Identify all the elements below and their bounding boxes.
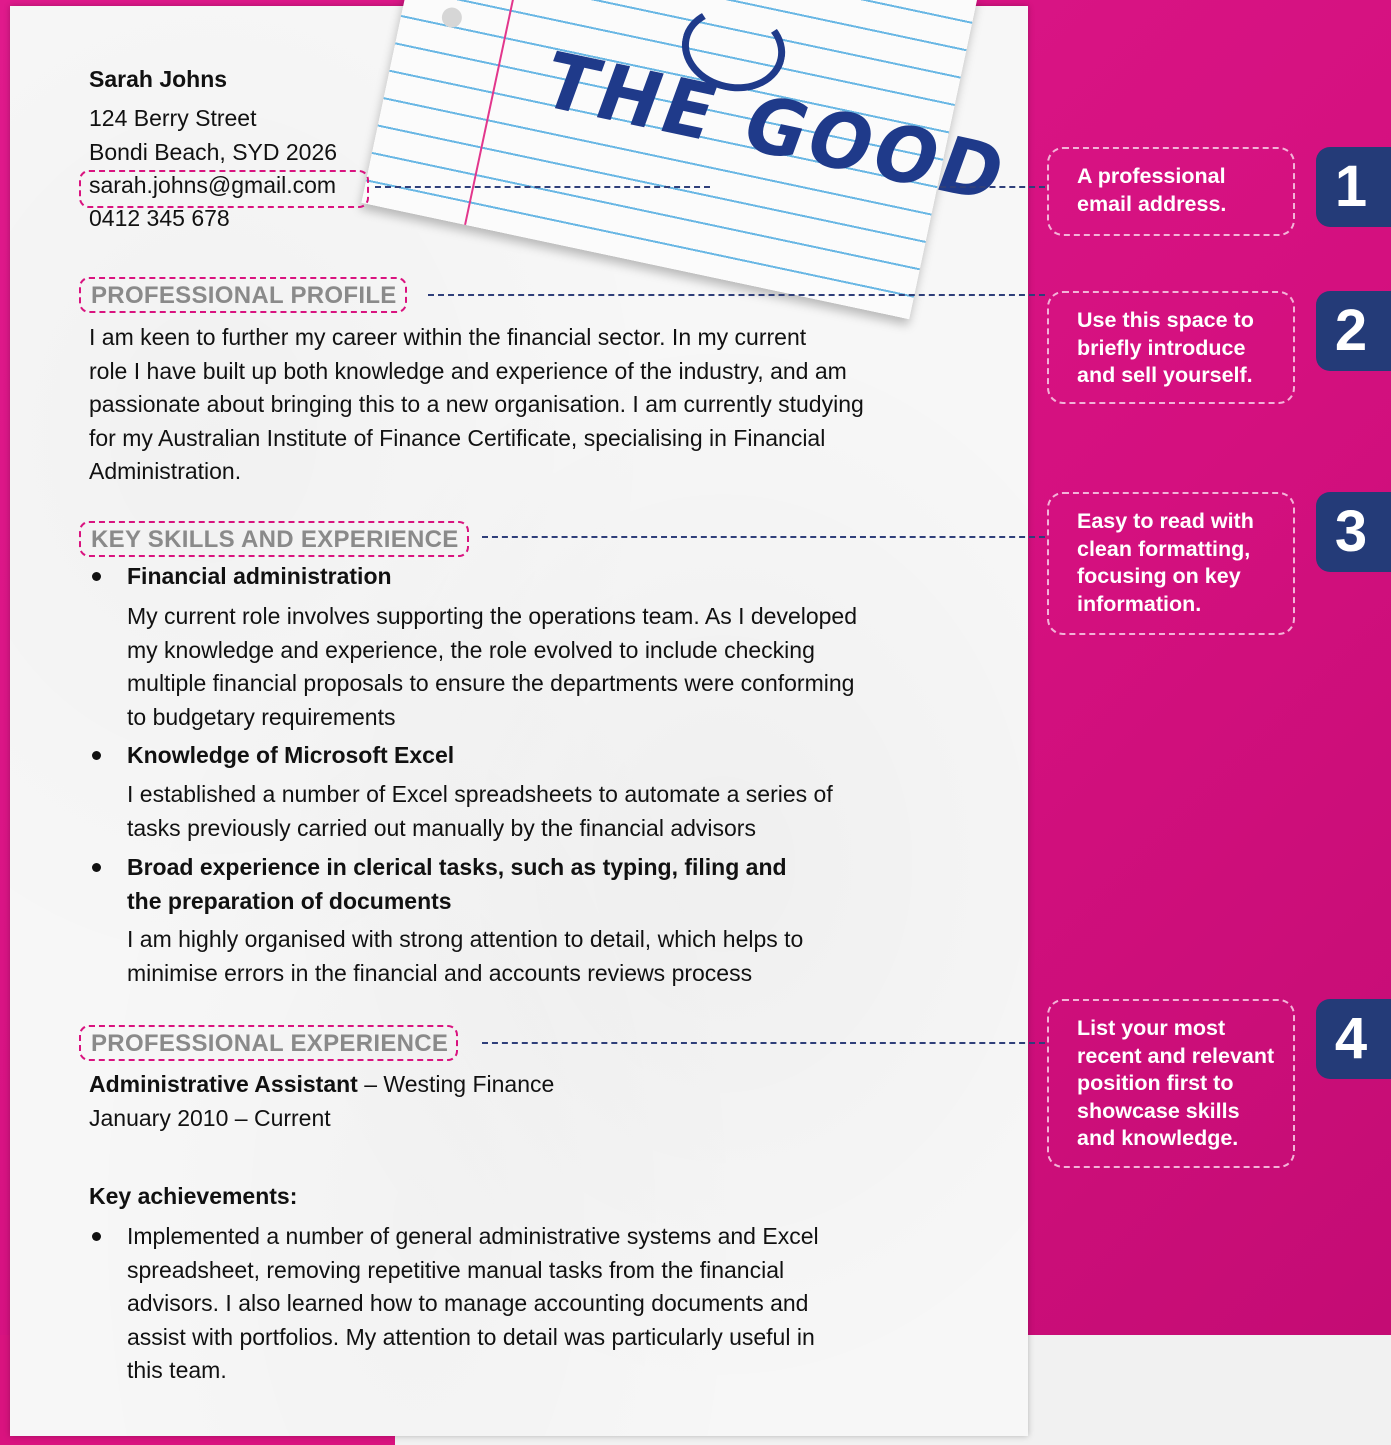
callout-number-2: 2 — [1316, 291, 1391, 371]
bullet-icon — [92, 1232, 101, 1241]
callout-number-3: 3 — [1316, 492, 1391, 572]
bullet-icon — [92, 863, 101, 872]
connector-line-1a — [375, 186, 710, 188]
section-heading-skills: KEY SKILLS AND EXPERIENCE — [79, 521, 469, 557]
callout-formatting: Easy to read with clean formatting, focusing on key information. — [1047, 492, 1295, 635]
skill-title: Broad experience in clerical tasks, such as typing, filing and the preparation of documents — [127, 854, 787, 914]
contact-address-line2: Bondi Beach, SYD 2026 — [89, 139, 338, 165]
profile-text: I am keen to further my career within the financial sector. In my current role I have built up both knowledge and experience of the industry, and am passionate about bringing this to a new organisation. I am currently studying for my Australian Institute of Finance Certificate, specialising in Financial Administration. — [89, 324, 864, 484]
job-title: Administrative Assistant — [89, 1071, 358, 1097]
connector-line-2 — [428, 294, 1045, 296]
section-heading-experience: PROFESSIONAL EXPERIENCE — [79, 1025, 458, 1061]
connector-line-4 — [482, 1042, 1045, 1044]
achievement-text: Implemented a number of general administrative systems and Excel spreadsheet, removing repetitive manual tasks from the financial advisors. I also learned how to manage accounting documents and assist with portfolios. My attention to detail was particularly useful in this team. — [127, 1223, 819, 1383]
contact-name: Sarah Johns — [89, 66, 228, 92]
skill-text: My current role involves supporting the operations team. As I developed my knowledge and experience, the role evolved to include checking multiple financial proposals to ensure the departments were conforming to budgetary requirements — [127, 603, 858, 730]
contact-phone: 0412 345 678 — [89, 205, 230, 231]
connector-line-3 — [482, 536, 1045, 538]
callout-experience: List your most recent and relevant position first to showcase skills and knowledge. — [1047, 999, 1295, 1168]
skill-text: I established a number of Excel spreadsheets to automate a series of tasks previously carried out manually by the financial advisors — [127, 781, 833, 841]
achievements-heading: Key achievements: — [89, 1183, 298, 1209]
note-title: THE GOOD — [530, 36, 1021, 220]
skill-text: I am highly organised with strong attention to detail, which helps to minimise errors in the financial and accounts reviews process — [127, 926, 804, 986]
skill-title: Knowledge of Microsoft Excel — [127, 742, 455, 768]
callout-profile: Use this space to briefly introduce and sell yourself. — [1047, 291, 1295, 404]
job-dates: January 2010 – Current — [89, 1105, 331, 1131]
job-company: – Westing Finance — [357, 1071, 555, 1097]
bullet-icon — [92, 751, 101, 760]
job-line — [89, 1068, 554, 1102]
contact-address-line1: 124 Berry Street — [89, 105, 257, 131]
callout-number-4: 4 — [1316, 999, 1391, 1079]
contact-email: sarah.johns@gmail.com — [89, 172, 337, 198]
note-margin-line — [464, 0, 535, 225]
callout-email: A professional email address. — [1047, 147, 1295, 236]
skill-title: Financial administration — [127, 563, 392, 589]
bullet-icon — [92, 572, 101, 581]
section-heading-profile: PROFESSIONAL PROFILE — [79, 277, 407, 313]
note-punch-hole — [440, 6, 464, 30]
callout-number-1: 1 — [1316, 147, 1391, 227]
connector-line-1b — [940, 186, 1045, 188]
